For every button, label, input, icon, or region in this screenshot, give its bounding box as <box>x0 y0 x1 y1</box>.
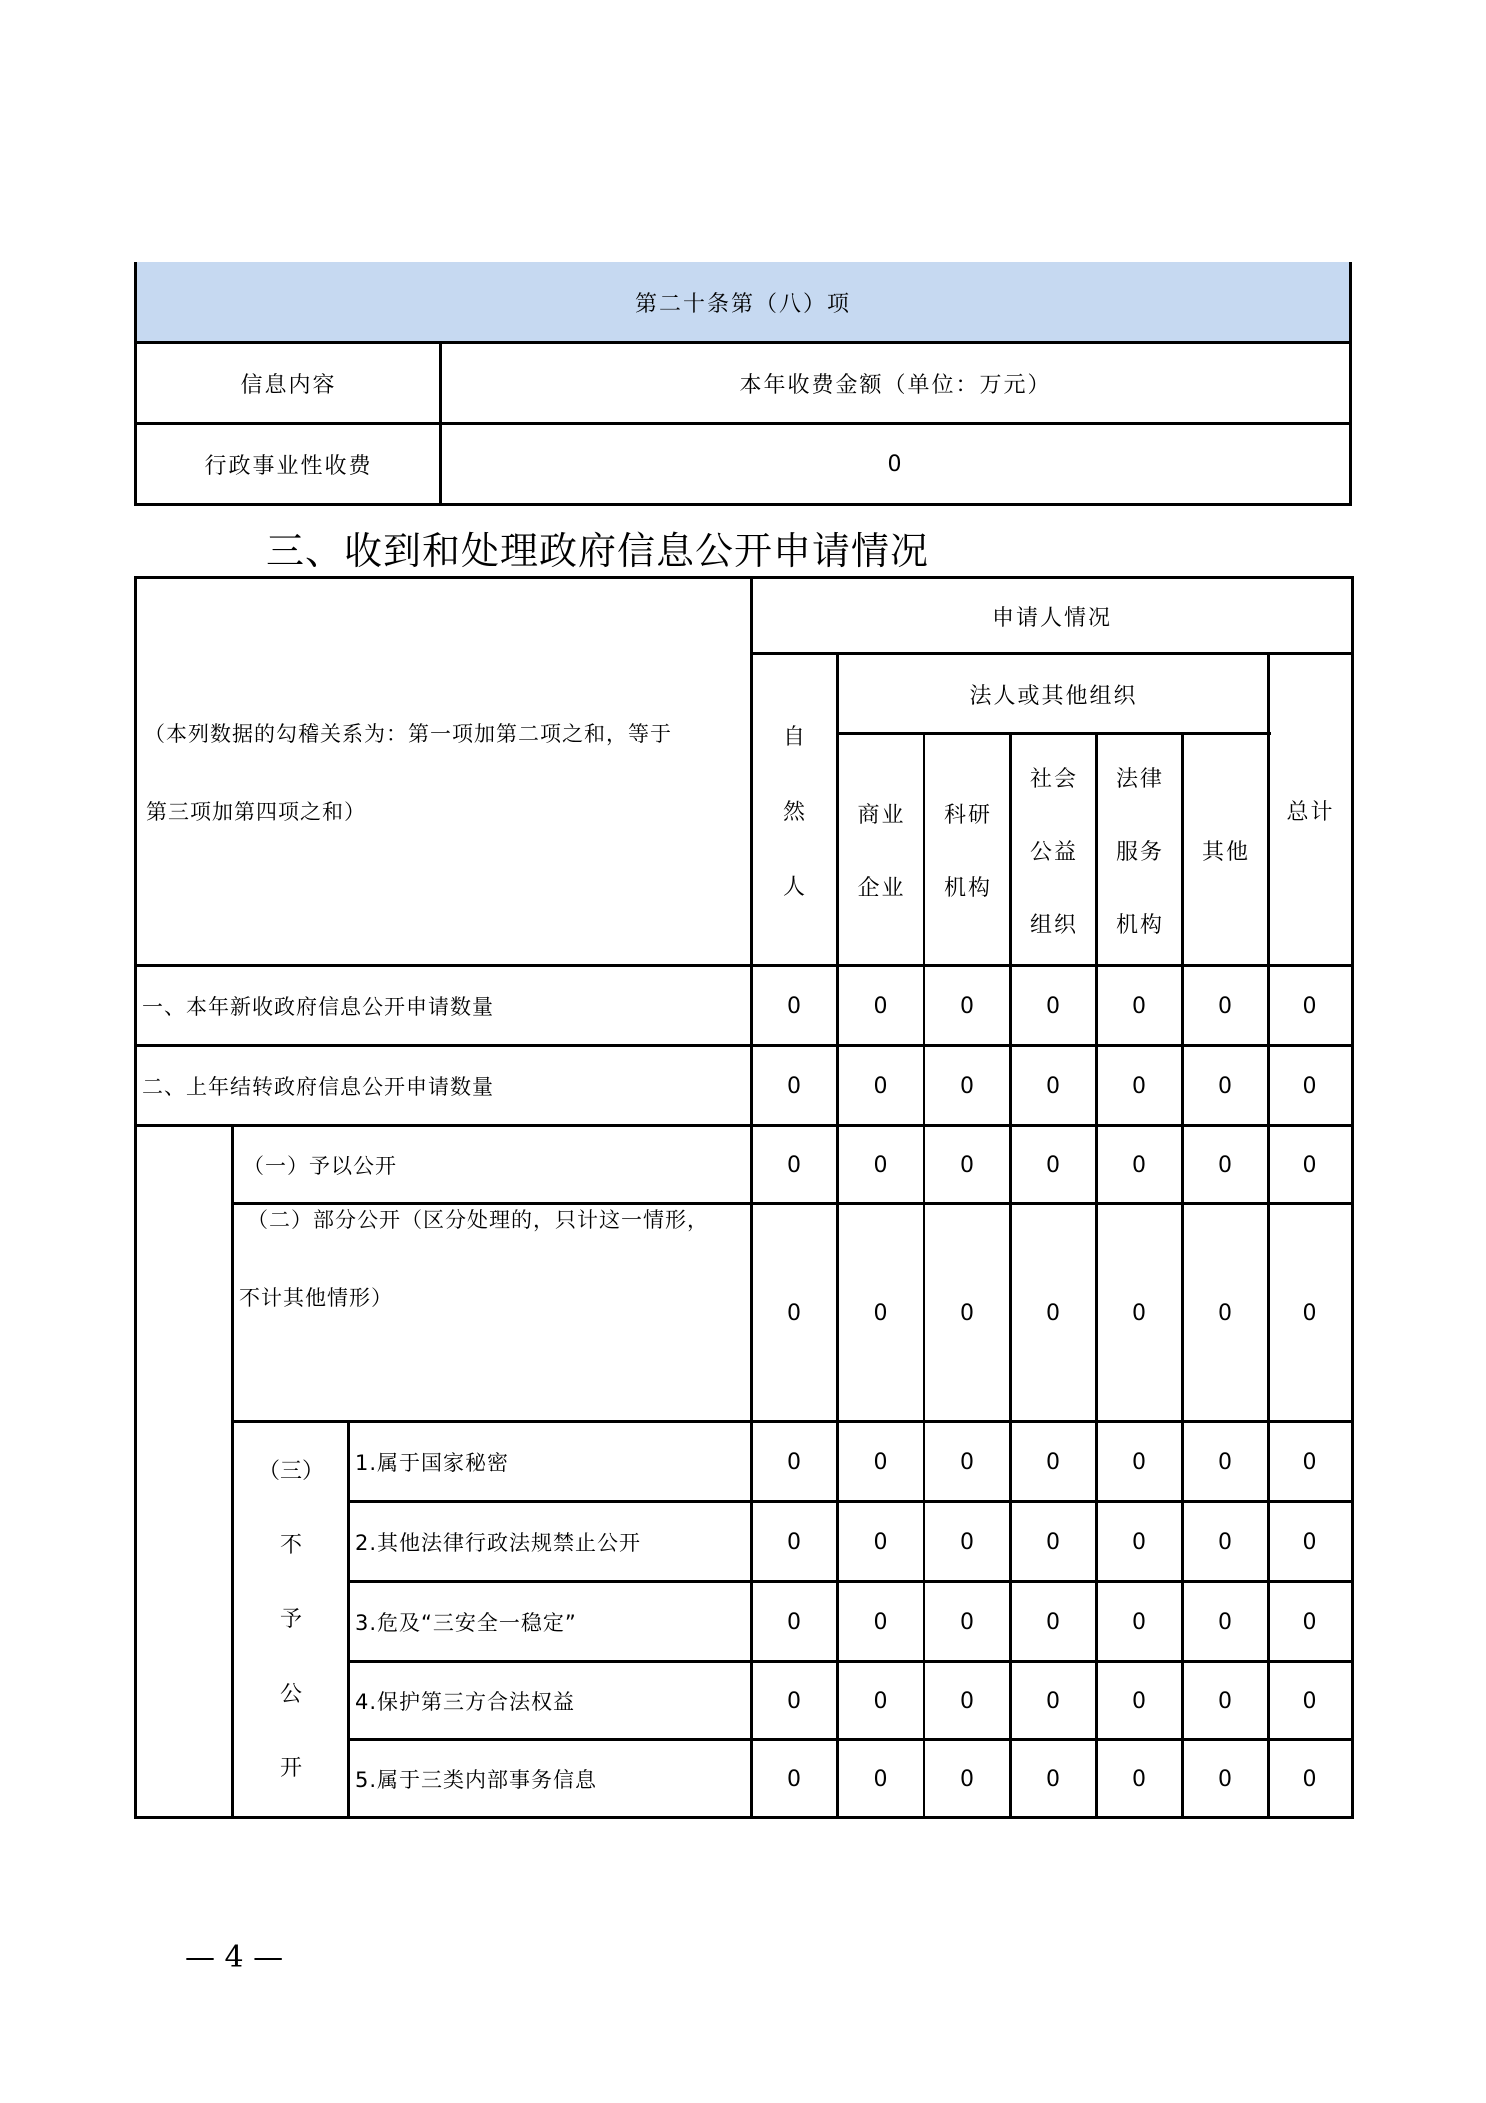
grid-line <box>134 1816 1354 1819</box>
applicant-header: 申请人情况 <box>991 605 1112 631</box>
value-cell: 0 <box>873 1073 890 1099</box>
note-line2: 第三项加第四项之和） <box>146 800 366 824</box>
grid-line <box>134 576 137 1819</box>
value-cell: 0 <box>787 1449 803 1475</box>
grid-line <box>1181 732 1184 1819</box>
value-cell: 0 <box>1218 1529 1234 1555</box>
fee-col2-label: 本年收费金额（单位：万元） <box>739 372 1052 398</box>
grid-line <box>134 964 1354 967</box>
grid-line <box>1351 576 1354 1819</box>
value-cell: 0 <box>1046 993 1062 1019</box>
fee-col1-label: 信息内容 <box>240 372 337 398</box>
row-label: 1.属于国家秘密 <box>355 1451 510 1475</box>
not-disclosed-label: （三） 不 予 公 开 <box>257 1458 324 1782</box>
total-header: 总计 <box>1286 799 1335 825</box>
value-cell: 0 <box>1302 1449 1319 1475</box>
value-cell: 0 <box>1046 1688 1062 1714</box>
row-label-line2: 不计其他情形） <box>239 1286 393 1310</box>
grid-line <box>347 1660 1354 1663</box>
grid-line <box>1267 652 1270 1819</box>
value-cell: 0 <box>873 1449 890 1475</box>
value-cell: 0 <box>1302 1609 1319 1635</box>
value-cell: 0 <box>1132 1609 1148 1635</box>
value-cell: 0 <box>1046 1152 1062 1178</box>
fee-row-value: 0 <box>887 451 904 477</box>
value-cell: 0 <box>1046 1609 1062 1635</box>
value-cell: 0 <box>960 1300 976 1326</box>
grid-line <box>134 1124 1354 1127</box>
value-cell: 0 <box>960 1073 976 1099</box>
grid-line <box>231 1420 1354 1423</box>
grid-line <box>347 1580 1354 1583</box>
row-label: 3.危及“三安全一稳定” <box>355 1611 577 1635</box>
value-cell: 0 <box>960 1152 976 1178</box>
value-cell: 0 <box>873 1152 890 1178</box>
value-cell: 0 <box>1218 1766 1234 1792</box>
row-label: 二、上年结转政府信息公开申请数量 <box>142 1075 494 1099</box>
value-cell: 0 <box>873 1300 890 1326</box>
value-cell: 0 <box>960 1449 976 1475</box>
value-cell: 0 <box>1132 1766 1148 1792</box>
value-cell: 0 <box>1132 1300 1148 1326</box>
value-cell: 0 <box>1218 1449 1234 1475</box>
row-label-line1: （二）部分公开（区分处理的，只计这一情形， <box>247 1208 709 1232</box>
note-line1: （本列数据的勾稽关系为：第一项加第二项之和，等于 <box>144 722 672 746</box>
value-cell: 0 <box>1132 1152 1148 1178</box>
grid-line <box>347 1738 1354 1741</box>
value-cell: 0 <box>1302 1766 1319 1792</box>
value-cell: 0 <box>787 1688 803 1714</box>
value-cell: 0 <box>1132 1073 1148 1099</box>
value-cell: 0 <box>1218 1688 1234 1714</box>
grid-line <box>231 1202 1354 1205</box>
sub-col-other: 其他 <box>1201 839 1250 865</box>
value-cell: 0 <box>1302 1529 1319 1555</box>
grid-line <box>836 652 839 1819</box>
value-cell: 0 <box>960 1766 976 1792</box>
value-cell: 0 <box>787 1529 803 1555</box>
row-label: 4.保护第三方合法权益 <box>355 1690 576 1714</box>
grid-line <box>134 1044 1354 1047</box>
value-cell: 0 <box>787 1766 803 1792</box>
value-cell: 0 <box>1218 1073 1234 1099</box>
section-title: 三、收到和处理政府信息公开申请情况 <box>266 529 930 573</box>
value-cell: 0 <box>1046 1449 1062 1475</box>
natural-person-header: 自 然 人 <box>782 724 807 900</box>
value-cell: 0 <box>1218 1152 1234 1178</box>
legal-org-header: 法人或其他组织 <box>969 683 1138 709</box>
value-cell: 0 <box>1302 1688 1319 1714</box>
value-cell: 0 <box>1132 1449 1148 1475</box>
row-label <box>233 1204 752 1422</box>
page-number: — 4 — <box>185 1940 284 1975</box>
grid-line <box>750 576 753 1819</box>
fee-table-header: 第二十条第（八）项 <box>634 291 851 317</box>
grid-line <box>347 1500 1354 1503</box>
value-cell: 0 <box>873 1529 890 1555</box>
row-label: 一、本年新收政府信息公开申请数量 <box>142 995 494 1019</box>
fee-row-label: 行政事业性收费 <box>204 453 373 479</box>
value-cell: 0 <box>873 1609 890 1635</box>
value-cell: 0 <box>787 1152 803 1178</box>
value-cell: 0 <box>960 1609 976 1635</box>
value-cell: 0 <box>787 1609 803 1635</box>
value-cell: 0 <box>787 1300 803 1326</box>
grid-line <box>836 732 1271 735</box>
value-cell: 0 <box>873 1688 890 1714</box>
value-cell: 0 <box>960 1688 976 1714</box>
value-cell: 0 <box>1302 1300 1319 1326</box>
value-cell: 0 <box>1132 1688 1148 1714</box>
value-cell: 0 <box>787 993 803 1019</box>
value-cell: 0 <box>1046 1766 1062 1792</box>
note-cell <box>136 578 748 966</box>
value-cell: 0 <box>1302 993 1319 1019</box>
value-cell: 0 <box>1132 1529 1148 1555</box>
value-cell: 0 <box>1302 1152 1319 1178</box>
grid-line <box>1009 732 1012 1819</box>
value-cell: 0 <box>1046 1073 1062 1099</box>
value-cell: 0 <box>873 1766 890 1792</box>
grid-line <box>134 576 1354 579</box>
grid-line <box>231 1124 234 1819</box>
grid-line <box>347 1420 350 1819</box>
row-label: 5.属于三类内部事务信息 <box>355 1768 598 1792</box>
value-cell: 0 <box>1302 1073 1319 1099</box>
value-cell: 0 <box>960 1529 976 1555</box>
sub-col-legal-service: 法律 服务 机构 <box>1115 766 1164 938</box>
grid-line <box>923 732 925 1819</box>
value-cell: 0 <box>1218 1609 1234 1635</box>
value-cell: 0 <box>960 993 976 1019</box>
sub-col-business: 商业 企业 <box>857 803 906 901</box>
value-cell: 0 <box>787 1073 803 1099</box>
sub-col-research: 科研 机构 <box>943 803 992 901</box>
value-cell: 0 <box>1046 1300 1062 1326</box>
value-cell: 0 <box>1218 1300 1234 1326</box>
sub-col-public-welfare: 社会 公益 组织 <box>1029 766 1078 938</box>
value-cell: 0 <box>1218 993 1234 1019</box>
value-cell: 0 <box>1046 1529 1062 1555</box>
row-label: 2.其他法律行政法规禁止公开 <box>355 1531 642 1555</box>
value-cell: 0 <box>1132 993 1148 1019</box>
row-label: （一）予以公开 <box>243 1154 397 1178</box>
value-cell: 0 <box>873 993 890 1019</box>
grid-line <box>750 652 1354 655</box>
grid-line <box>1095 732 1098 1819</box>
